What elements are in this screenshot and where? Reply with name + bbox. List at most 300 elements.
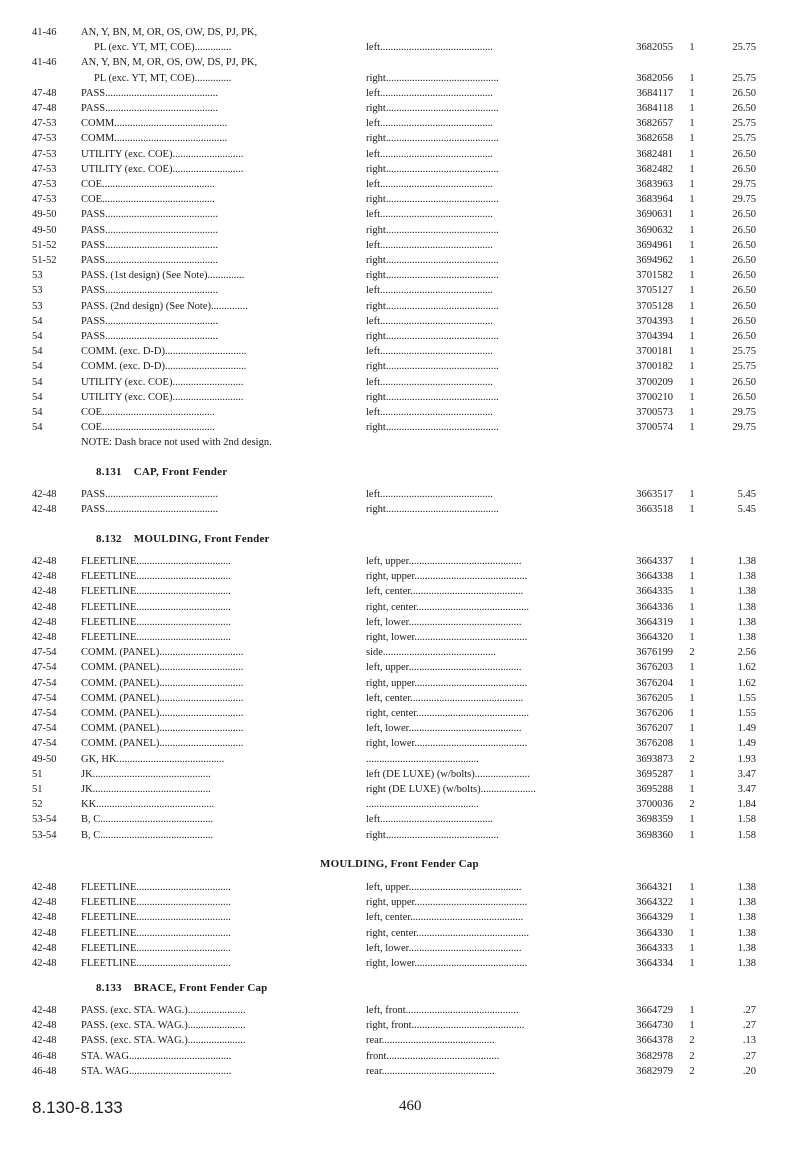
row-part-number: 3682056	[636, 72, 673, 84]
row-years: 46-48	[32, 1050, 57, 1062]
row-part-number: 3676207	[636, 723, 673, 735]
row-price: 3.47	[737, 768, 756, 780]
row-years: 53-54	[32, 814, 57, 826]
row-part-number: 3698359	[636, 814, 673, 826]
row-price: 1.49	[737, 738, 756, 750]
table-row	[0, 177, 800, 192]
table-row	[0, 797, 800, 812]
row-model: PASS...........................................	[81, 239, 219, 251]
row-years: 42-48	[32, 489, 57, 500]
row-model: COE...........................................	[81, 194, 215, 206]
row-part-number: 3664320	[636, 632, 673, 643]
row-quantity: 1	[689, 814, 695, 826]
row-years: 41-46	[32, 57, 57, 69]
row-model: PASS...........................................	[81, 103, 219, 114]
section-title: MOULDING, Front Fender	[133, 533, 270, 545]
row-model-continued: PL (exc. YT, MT, COE)..............	[94, 72, 232, 84]
row-part-number: 3676204	[636, 677, 673, 689]
row-part-number: 3664322	[636, 897, 673, 909]
row-years: 47-48	[32, 103, 57, 114]
row-part-number: 3701582	[636, 270, 673, 282]
row-part-number: 3664329	[636, 912, 673, 924]
row-price: 29.75	[732, 422, 756, 434]
row-years: 47-54	[32, 738, 57, 750]
row-side: right, center...........................................	[366, 927, 530, 939]
row-model: COMM. (exc. D-D)...............................	[81, 361, 247, 373]
row-years: 42-48	[32, 632, 57, 643]
row-years: 47-53	[32, 179, 57, 190]
row-quantity: 1	[689, 692, 695, 704]
row-price: 1.55	[737, 692, 756, 704]
row-part-number: 3698360	[636, 829, 673, 841]
row-model: PASS...........................................	[81, 315, 219, 327]
row-model: COMM. (PANEL)................................	[81, 738, 244, 750]
row-part-number: 3682657	[636, 118, 673, 130]
row-part-number: 3682978	[636, 1050, 673, 1062]
row-model: PASS...........................................	[81, 209, 219, 221]
section-title: CAP, Front Fender	[133, 466, 228, 478]
row-years: 47-54	[32, 723, 57, 735]
table-row	[0, 420, 800, 435]
table-row	[0, 405, 800, 420]
row-part-number: 3663518	[636, 504, 673, 516]
row-price: 26.50	[732, 270, 756, 282]
table-row	[0, 502, 800, 517]
row-model: B, C...........................................	[81, 829, 214, 841]
row-side: right, lower...........................................	[366, 738, 528, 750]
row-side: rear...........................................	[366, 1035, 495, 1047]
row-years: 52	[32, 799, 43, 811]
row-side: right, center...........................................	[366, 708, 530, 719]
row-price: .20	[742, 1065, 756, 1077]
row-part-number: 3676206	[636, 708, 673, 719]
row-side: right...........................................	[366, 422, 499, 434]
table-row	[0, 116, 800, 131]
row-quantity: 2	[689, 647, 695, 659]
row-price: 26.50	[732, 148, 756, 160]
section-heading	[96, 533, 270, 545]
table-row	[0, 630, 800, 645]
row-model: PASS...........................................	[81, 489, 219, 500]
row-part-number: 3664336	[636, 601, 673, 613]
row-quantity: 1	[689, 103, 695, 114]
row-years: 46-48	[32, 1065, 57, 1077]
table-row	[0, 314, 800, 329]
table-row	[0, 329, 800, 344]
row-model: FLEETLINE....................................	[81, 927, 231, 939]
row-years: 54	[32, 361, 43, 373]
row-years: 42-48	[32, 571, 57, 583]
table-row	[0, 1018, 800, 1033]
row-price: 26.50	[732, 331, 756, 342]
table-row	[0, 941, 800, 956]
row-side: left...........................................	[366, 315, 493, 327]
row-price: 26.50	[732, 255, 756, 266]
row-quantity: 1	[689, 768, 695, 780]
row-years: 54	[32, 376, 43, 388]
row-quantity: 1	[689, 209, 695, 221]
row-part-number: 3682979	[636, 1065, 673, 1077]
row-years: 51	[32, 768, 43, 780]
row-part-number: 3690632	[636, 224, 673, 236]
row-part-number: 3663517	[636, 489, 673, 500]
row-price: 26.50	[732, 87, 756, 99]
table-row	[0, 223, 800, 238]
table-row	[0, 101, 800, 116]
row-model: COMM. (PANEL)................................	[81, 723, 244, 735]
row-years: 49-50	[32, 209, 57, 221]
row-model: COE...........................................	[81, 422, 215, 434]
row-side: right (DE LUXE) (w/bolts).....................	[366, 784, 536, 795]
row-part-number: 3700209	[636, 376, 673, 388]
table-row	[0, 691, 800, 706]
row-years: 54	[32, 391, 43, 403]
table-row	[0, 910, 800, 925]
row-years: 47-54	[32, 662, 57, 674]
table-row	[0, 600, 800, 615]
row-model: FLEETLINE....................................	[81, 942, 231, 954]
row-part-number: 3683963	[636, 179, 673, 190]
table-row	[0, 615, 800, 630]
row-quantity: 1	[689, 927, 695, 939]
row-side: right, lower...........................................	[366, 958, 528, 969]
table-row	[0, 1049, 800, 1064]
row-part-number: 3664729	[636, 1005, 673, 1016]
table-row	[0, 238, 800, 253]
row-price: 1.38	[737, 601, 756, 613]
row-price: 29.75	[732, 179, 756, 190]
row-years: 42-48	[32, 927, 57, 939]
row-part-number: 3682482	[636, 163, 673, 175]
row-quantity: 1	[689, 391, 695, 403]
row-side: left, lower...........................................	[366, 616, 522, 628]
row-price: 26.50	[732, 209, 756, 221]
row-price: 26.50	[732, 285, 756, 297]
row-model: COMM. (PANEL)................................	[81, 692, 244, 704]
row-side: left, center...........................................	[366, 912, 524, 924]
row-quantity: 1	[689, 118, 695, 130]
row-model: COMM. (PANEL)................................	[81, 662, 244, 674]
row-part-number: 3676199	[636, 647, 673, 659]
row-quantity: 1	[689, 632, 695, 643]
row-quantity: 1	[689, 784, 695, 795]
row-price: 26.50	[732, 391, 756, 403]
table-row	[0, 268, 800, 283]
row-part-number: 3664337	[636, 556, 673, 567]
row-model: FLEETLINE....................................	[81, 912, 231, 924]
row-years: 47-53	[32, 148, 57, 160]
row-side: right...........................................	[366, 270, 499, 282]
row-price: 25.75	[732, 346, 756, 358]
row-side: left, upper...........................................	[366, 556, 522, 567]
row-part-number: 3700181	[636, 346, 673, 358]
row-price: 25.75	[732, 42, 756, 54]
row-price: 1.84	[737, 799, 756, 811]
row-quantity: 1	[689, 331, 695, 342]
row-model: PASS...........................................	[81, 224, 219, 236]
row-part-number: 3700036	[636, 799, 673, 811]
table-row	[0, 147, 800, 162]
row-price: 26.50	[732, 224, 756, 236]
row-quantity: 1	[689, 586, 695, 598]
row-part-number: 3705128	[636, 300, 673, 312]
row-part-number: 3683964	[636, 194, 673, 206]
row-price: 1.62	[737, 677, 756, 689]
row-quantity: 1	[689, 571, 695, 583]
row-price: 1.38	[737, 556, 756, 567]
table-row	[0, 192, 800, 207]
row-part-number: 3695287	[636, 768, 673, 780]
row-years: 47-54	[32, 677, 57, 689]
table-row	[0, 1064, 800, 1079]
row-quantity: 1	[689, 72, 695, 84]
row-side: left, upper...........................................	[366, 882, 522, 893]
row-model: FLEETLINE....................................	[81, 632, 231, 643]
table-row	[0, 569, 800, 584]
row-price: .27	[742, 1005, 756, 1016]
row-years: 47-54	[32, 708, 57, 719]
table-row	[0, 55, 800, 70]
table-row	[0, 487, 800, 502]
row-quantity: 1	[689, 163, 695, 175]
row-side: right...........................................	[366, 331, 499, 342]
row-side: left...........................................	[366, 87, 493, 99]
row-years: 47-48	[32, 87, 57, 99]
row-side: left...........................................	[366, 209, 493, 221]
row-model: PASS...........................................	[81, 285, 219, 297]
row-price: 1.38	[737, 632, 756, 643]
row-years: 54	[32, 407, 43, 418]
row-years: 42-48	[32, 897, 57, 909]
row-years: 54	[32, 346, 43, 358]
row-years: 53	[32, 270, 43, 282]
row-years: 42-48	[32, 912, 57, 924]
row-quantity: 1	[689, 1005, 695, 1016]
row-part-number: 3684118	[636, 103, 673, 114]
row-model: FLEETLINE....................................	[81, 601, 231, 613]
row-model: UTILITY (exc. COE)...........................	[81, 163, 244, 175]
row-side: left, upper...........................................	[366, 662, 522, 674]
table-row	[0, 926, 800, 941]
row-model: AN, Y, BN, M, OR, OS, OW, DS, PJ, PK,	[81, 27, 258, 38]
row-quantity: 1	[689, 897, 695, 909]
row-quantity: 1	[689, 708, 695, 719]
row-years: 47-53	[32, 163, 57, 175]
row-quantity: 1	[689, 723, 695, 735]
table-row	[0, 299, 800, 314]
row-years: 51	[32, 784, 43, 795]
row-part-number: 3694961	[636, 239, 673, 251]
row-years: 49-50	[32, 224, 57, 236]
section-title: MOULDING, Front Fender Cap	[320, 858, 479, 870]
table-row	[0, 828, 800, 843]
row-side: left...........................................	[366, 489, 493, 500]
table-row	[0, 25, 800, 40]
row-part-number: 3694962	[636, 255, 673, 266]
row-model: PASS...........................................	[81, 87, 219, 99]
row-part-number: 3682481	[636, 148, 673, 160]
row-years: 42-48	[32, 556, 57, 567]
row-price: 3.47	[737, 784, 756, 795]
row-side: front...........................................	[366, 1050, 500, 1062]
row-model: COMM...........................................	[81, 133, 228, 145]
row-side: right, front...........................................	[366, 1020, 525, 1032]
row-side: left...........................................	[366, 407, 493, 418]
row-years: 42-48	[32, 1035, 57, 1047]
row-side: left, center...........................................	[366, 692, 524, 704]
row-side: right, upper...........................................	[366, 677, 528, 689]
row-price: 25.75	[732, 133, 756, 145]
row-side: left...........................................	[366, 814, 493, 826]
row-price: 1.38	[737, 927, 756, 939]
table-row-continued	[0, 71, 800, 86]
row-side: right...........................................	[366, 72, 499, 84]
row-part-number: 3676203	[636, 662, 673, 674]
row-side: left, center...........................................	[366, 586, 524, 598]
row-quantity: 2	[689, 753, 695, 765]
row-quantity: 1	[689, 677, 695, 689]
row-model: AN, Y, BN, M, OR, OS, OW, DS, PJ, PK,	[81, 57, 258, 69]
section-title: BRACE, Front Fender Cap	[133, 982, 268, 994]
row-part-number: 3690631	[636, 209, 673, 221]
row-quantity: 1	[689, 738, 695, 750]
row-side: left...........................................	[366, 376, 493, 388]
row-years: 49-50	[32, 753, 57, 765]
row-side: right...........................................	[366, 194, 499, 206]
row-years: 41-46	[32, 27, 57, 38]
row-quantity: 1	[689, 376, 695, 388]
row-part-number: 3664333	[636, 942, 673, 954]
row-model: STA. WAG.......................................	[81, 1065, 232, 1077]
row-part-number: 3682658	[636, 133, 673, 145]
row-model: KK.............................................	[81, 799, 215, 811]
row-model: PASS. (2nd design) (See Note)..............	[81, 300, 248, 312]
row-quantity: 1	[689, 179, 695, 190]
table-row	[0, 721, 800, 736]
row-quantity: 1	[689, 148, 695, 160]
row-side: left, lower...........................................	[366, 942, 522, 954]
row-side: right...........................................	[366, 361, 499, 373]
row-years: 42-48	[32, 882, 57, 893]
row-side: left...........................................	[366, 42, 493, 54]
row-price: .27	[742, 1020, 756, 1032]
row-side: left (DE LUXE) (w/bolts).....................	[366, 768, 530, 780]
row-side: right...........................................	[366, 504, 499, 516]
row-years: 53-54	[32, 829, 57, 841]
row-model-continued: PL (exc. YT, MT, COE)..............	[94, 42, 232, 54]
row-model: COMM. (PANEL)................................	[81, 677, 244, 689]
row-part-number: 3693873	[636, 753, 673, 765]
row-price: 1.38	[737, 882, 756, 893]
row-quantity: 1	[689, 361, 695, 373]
table-row	[0, 880, 800, 895]
row-quantity: 1	[689, 194, 695, 206]
table-row	[0, 390, 800, 405]
row-price: 1.38	[737, 897, 756, 909]
row-model: PASS. (exc. STA. WAG.)......................	[81, 1035, 246, 1047]
row-years: 51-52	[32, 239, 57, 251]
row-part-number: 3676205	[636, 692, 673, 704]
table-row	[0, 162, 800, 177]
row-model: UTILITY (exc. COE)...........................	[81, 376, 244, 388]
table-row	[0, 782, 800, 797]
row-part-number: 3704393	[636, 315, 673, 327]
row-price: .27	[742, 1050, 756, 1062]
row-years: 47-53	[32, 133, 57, 145]
table-row	[0, 706, 800, 721]
row-price: 26.50	[732, 239, 756, 251]
row-years: 42-48	[32, 958, 57, 969]
row-quantity: 1	[689, 942, 695, 954]
row-price: 26.50	[732, 376, 756, 388]
row-model: STA. WAG.......................................	[81, 1050, 232, 1062]
row-quantity: 1	[689, 556, 695, 567]
row-quantity: 1	[689, 912, 695, 924]
table-row	[0, 86, 800, 101]
row-part-number: 3704394	[636, 331, 673, 342]
row-side: right, lower...........................................	[366, 632, 528, 643]
row-price: 29.75	[732, 194, 756, 206]
row-model: PASS. (exc. STA. WAG.)......................	[81, 1005, 246, 1016]
row-quantity: 1	[689, 662, 695, 674]
row-years: 47-53	[32, 194, 57, 206]
row-price: 1.62	[737, 662, 756, 674]
row-years: 54	[32, 331, 43, 342]
row-quantity: 1	[689, 285, 695, 297]
row-price: 26.50	[732, 315, 756, 327]
row-side: right, upper...........................................	[366, 897, 528, 909]
row-quantity: 1	[689, 224, 695, 236]
row-price: 1.93	[737, 753, 756, 765]
row-quantity: 1	[689, 239, 695, 251]
table-row	[0, 344, 800, 359]
table-row	[0, 1033, 800, 1048]
row-part-number: 3700210	[636, 391, 673, 403]
row-quantity: 2	[689, 1035, 695, 1047]
row-side: left...........................................	[366, 285, 493, 297]
row-part-number: 3664321	[636, 882, 673, 893]
row-quantity: 1	[689, 882, 695, 893]
row-quantity: 1	[689, 346, 695, 358]
row-quantity: 1	[689, 42, 695, 54]
row-part-number: 3676208	[636, 738, 673, 750]
row-side: left, lower...........................................	[366, 723, 522, 735]
row-years: 51-52	[32, 255, 57, 266]
row-part-number: 3700182	[636, 361, 673, 373]
section-heading	[320, 858, 479, 870]
row-price: 26.50	[732, 103, 756, 114]
table-row	[0, 253, 800, 268]
row-price: 1.55	[737, 708, 756, 719]
table-row	[0, 375, 800, 390]
row-quantity: 1	[689, 504, 695, 516]
row-model: GK, HK.........................................	[81, 753, 225, 765]
row-side: rear...........................................	[366, 1065, 495, 1077]
row-side: left, front...........................................	[366, 1005, 519, 1016]
row-side: right...........................................	[366, 224, 499, 236]
row-part-number: 3700573	[636, 407, 673, 418]
row-part-number: 3664319	[636, 616, 673, 628]
table-row	[0, 584, 800, 599]
row-side: right...........................................	[366, 163, 499, 175]
row-model: JK.............................................	[81, 768, 211, 780]
row-model: PASS...........................................	[81, 331, 219, 342]
row-quantity: 2	[689, 1065, 695, 1077]
row-part-number: 3700574	[636, 422, 673, 434]
row-side: side...........................................	[366, 647, 496, 659]
row-part-number: 3705127	[636, 285, 673, 297]
row-model: FLEETLINE....................................	[81, 958, 231, 969]
